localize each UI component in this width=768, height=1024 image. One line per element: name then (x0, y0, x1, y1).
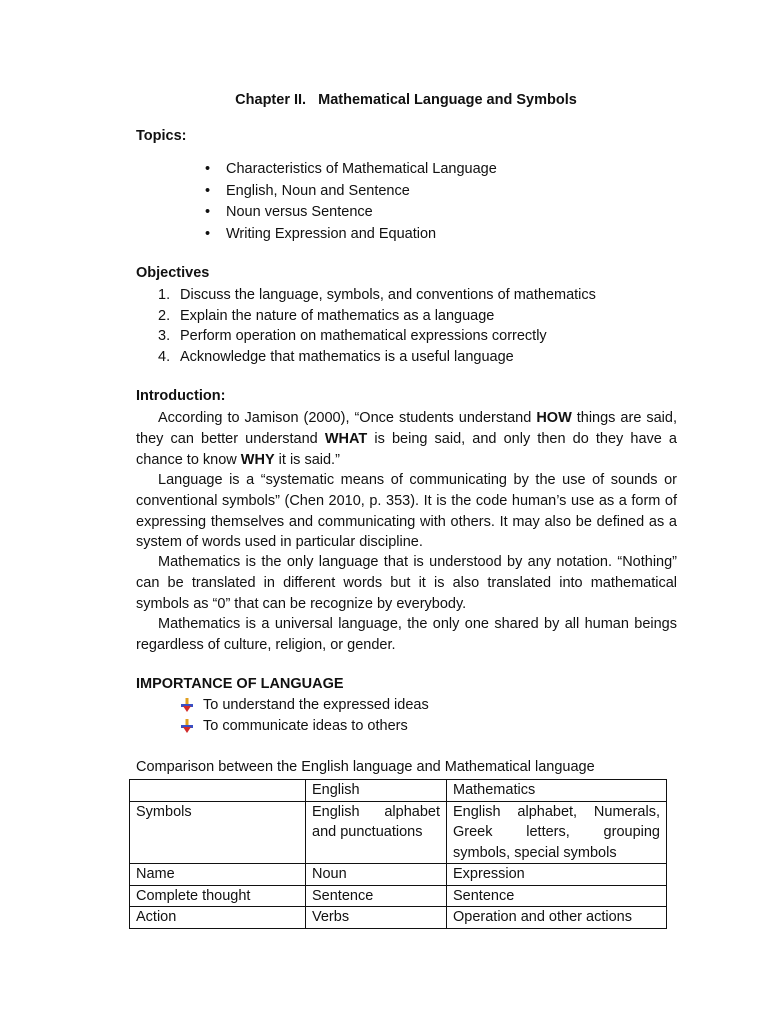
objectives-heading: Objectives (136, 265, 210, 281)
table-row (130, 907, 667, 929)
table-row (130, 864, 667, 886)
table-cell: Sentence (306, 885, 447, 907)
list-item: To communicate ideas to others (180, 716, 429, 737)
table-cell: Sentence (447, 885, 667, 907)
table-row (130, 885, 667, 907)
list-item: 4. Acknowledge that mathematics is a useful language (158, 348, 514, 365)
list-item: • Writing Expression and Equation (205, 224, 497, 246)
table-header-cell (130, 780, 306, 802)
list-item: • Characteristics of Mathematical Language (205, 159, 497, 181)
list-item: 2. Explain the nature of mathematics as a language (158, 307, 495, 324)
topics-heading: Topics: (136, 128, 187, 144)
bullet-icon: • (205, 182, 211, 199)
table-cell: Verbs (306, 907, 447, 929)
arrow-bullet-icon (180, 719, 194, 733)
table-header-cell: English (306, 780, 447, 802)
topics-list (205, 159, 497, 245)
arrow-bullet-icon (180, 698, 194, 712)
intro-paragraph-1: According to Jamison (2000), “Once students understand HOW things are said, they can better understand WHAT is being said, and only then do they have a chance to know WHY it is said.” (136, 410, 678, 468)
table-header-cell: Mathematics (447, 780, 667, 802)
table-cell: Operation and other actions (447, 907, 667, 929)
bullet-icon: • (205, 225, 211, 242)
intro-paragraph-4: Mathematics is a universal language, the only one shared by all human beings regardless of culture, religion, or gender. (136, 616, 677, 653)
bullet-icon: • (205, 161, 211, 177)
objectives-list (158, 285, 596, 367)
table-row (130, 801, 667, 864)
table-cell: Symbols (130, 801, 306, 864)
bullet-icon: • (205, 204, 211, 220)
intro-paragraph-3: Mathematics is the only language that is understood by any notation. “Nothing” can be translated in different words but it is also translated into mathematical symbols as “0” that can be recognize by everybody. (136, 554, 677, 612)
comparison-caption: Comparison between the English language and Mathematical language (136, 759, 595, 775)
intro-paragraph-2: Language is a “systematic means of communicating by the use of sounds or conventional symbols” (Chen 2010, p. 353). It is the code human’s use as a form of expressing themselves and communicating with others. It may also be defined as a system of words used in particular discipline. (136, 472, 677, 551)
table-cell: Expression (447, 864, 667, 886)
table-header-row (130, 780, 667, 802)
importance-list (180, 695, 429, 737)
table-cell: English alphabet and punctuations (306, 801, 447, 864)
table-cell: Complete thought (130, 885, 306, 907)
list-item: • English, Noun and Sentence (205, 181, 497, 203)
comparison-table (129, 779, 667, 929)
table-cell: Action (130, 907, 306, 929)
page-title: Chapter II. Mathematical Language and Symbols (235, 92, 577, 108)
table-cell: Noun (306, 864, 447, 886)
list-item: 3. Perform operation on mathematical expressions correctly (158, 328, 547, 344)
importance-heading: IMPORTANCE OF LANGUAGE (136, 676, 344, 692)
list-item: • Noun versus Sentence (205, 202, 497, 224)
table-cell: English alphabet, Numerals, Greek letters, grouping symbols, special symbols (447, 801, 667, 864)
table-cell: Name (130, 864, 306, 886)
list-item: To understand the expressed ideas (180, 695, 429, 716)
introduction-heading: Introduction: (136, 388, 226, 404)
list-item: 1. Discuss the language, symbols, and conventions of mathematics (158, 287, 596, 303)
